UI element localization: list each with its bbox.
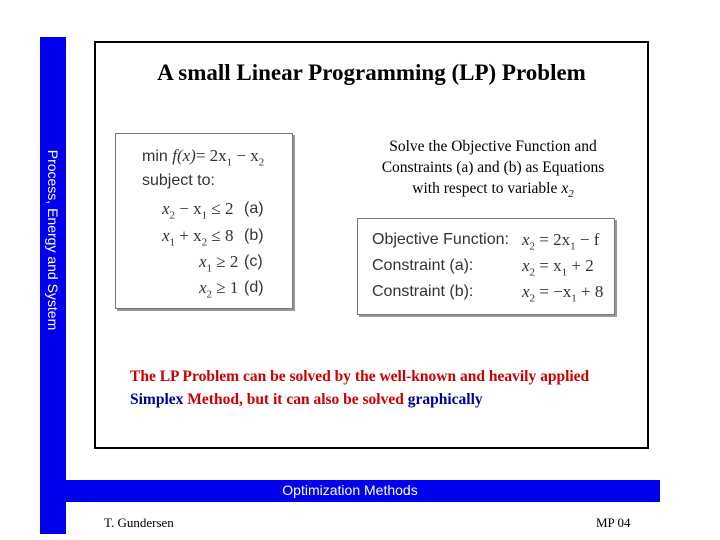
lp-problem-box (115, 133, 293, 309)
note-line-1: Solve the Objective Function and (389, 138, 597, 155)
equation-b (522, 282, 603, 304)
note-line-2: Constraints (a) and (b) as Equations (381, 159, 605, 176)
conclusion-graphically: graphically (407, 391, 483, 408)
constraint-a (162, 199, 233, 221)
equation-lhs: x (522, 282, 530, 301)
objective-fx: f(x) (172, 146, 196, 165)
constraint-d-tag: (d) (244, 279, 264, 296)
equation-rhs-sub: 1 (570, 240, 576, 253)
equation-rhs-sub: 1 (561, 266, 568, 279)
equation-lhs: x (522, 230, 530, 249)
footer-page-number: MP 04 (596, 515, 631, 530)
equation-rhs: = x (535, 256, 562, 275)
equation-objective (522, 230, 599, 252)
constraint-rel: ≤ 8 (207, 226, 234, 245)
note-variable-sub: 2 (568, 188, 574, 201)
constraint-rel: ≥ 1 (212, 278, 239, 297)
constraint-sub: 1 (206, 262, 213, 275)
equation-rhs: = −x (535, 282, 572, 301)
equation-label-objective: Objective Function: (372, 231, 509, 248)
equation-rhs-sub: 1 (571, 292, 577, 305)
conclusion-part-1: The LP Problem can be solved by the well-known and heavily applied (130, 368, 590, 385)
note-variable (561, 180, 574, 201)
footer-author: T. Gundersen (104, 515, 174, 530)
sidebar-label: Process, Energy and System (45, 149, 61, 331)
constraint-sub: 1 (201, 209, 208, 222)
constraint-rel: ≥ 2 (212, 252, 239, 271)
constraint-sub: 2 (201, 236, 208, 249)
constraint-d (199, 278, 238, 300)
objective-expression (172, 146, 265, 169)
equation-lhs-sub: 2 (529, 292, 536, 305)
constraint-c (199, 252, 238, 274)
equation-rest: + 8 (576, 282, 604, 301)
constraint-c-tag: (c) (244, 253, 263, 270)
constraint-a-tag: (a) (244, 200, 264, 217)
objective-rhs-sub: 1 (226, 156, 233, 169)
objective-minus: − x (232, 146, 259, 165)
conclusion-simplex: Simplex (130, 391, 184, 408)
subject-to-label: subject to: (142, 172, 215, 189)
instruction-note (338, 136, 648, 205)
objective-prefix: min (142, 148, 168, 165)
equation-a (522, 256, 594, 278)
constraint-op: + x (175, 226, 202, 245)
objective-minus-sub: 2 (258, 156, 265, 169)
note-line-3 (338, 178, 648, 205)
constraint-sub: 1 (169, 236, 176, 249)
constraint-sub: 2 (169, 209, 176, 222)
objective-row (142, 146, 264, 168)
equation-label-b: Constraint (b): (372, 283, 474, 300)
constraint-b-tag: (b) (244, 227, 264, 244)
equation-label-a: Constraint (a): (372, 257, 474, 274)
equation-rest: + 2 (567, 256, 594, 275)
constraint-var: x (199, 278, 207, 297)
conclusion-part-2: Method, but it can also be solved (187, 391, 404, 408)
constraint-var: x (199, 252, 207, 271)
constraint-var: x (162, 199, 170, 218)
constraint-var: x (162, 226, 170, 245)
equation-rhs: = 2x (535, 230, 571, 249)
constraint-b (162, 226, 233, 248)
objective-rhs: = 2x (195, 146, 227, 165)
equation-lhs: x (522, 256, 530, 275)
conclusion-text (130, 365, 610, 411)
equation-lhs-sub: 2 (529, 240, 536, 253)
equation-lhs-sub: 2 (529, 266, 536, 279)
equations-box (357, 218, 615, 315)
footer-title: Optimization Methods (282, 482, 418, 498)
note-variable-letter: x (561, 180, 569, 197)
constraint-rel: ≤ 2 (207, 199, 234, 218)
equation-rest: − f (575, 230, 600, 249)
slide-title: A small Linear Programming (LP) Problem (157, 60, 586, 85)
constraint-op: − x (175, 199, 202, 218)
constraint-sub: 2 (206, 288, 213, 301)
note-line-3-text: with respect to variable (412, 180, 558, 197)
